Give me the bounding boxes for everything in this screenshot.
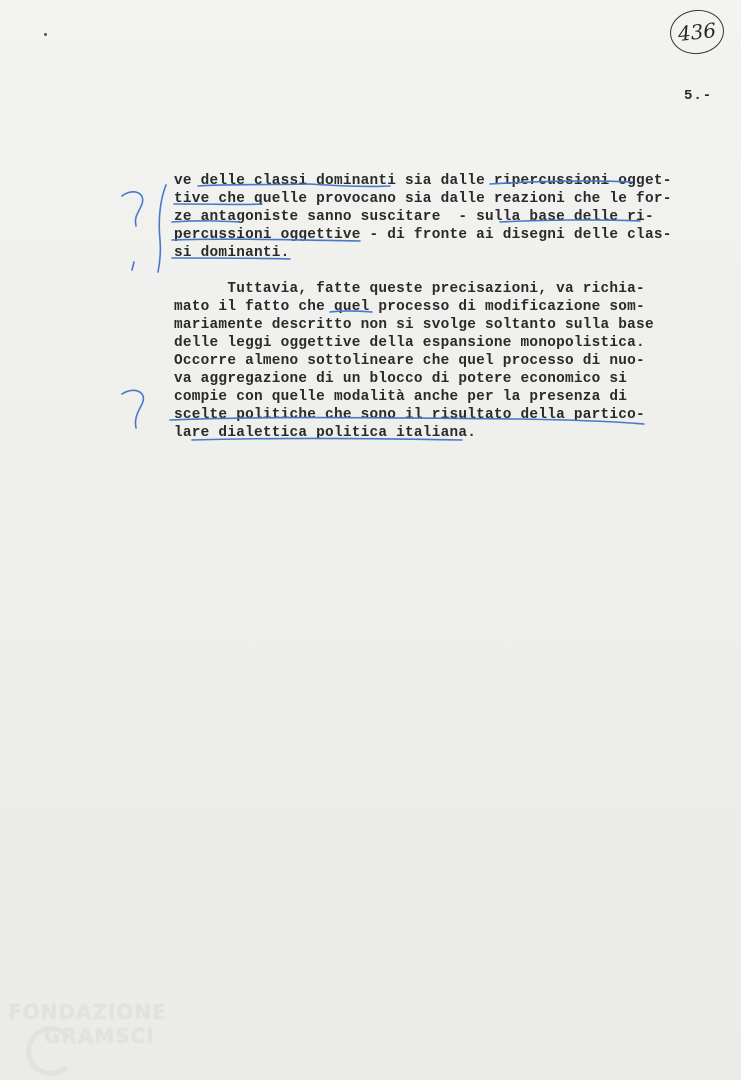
text-line: mariamente descritto non si svolge soltanto sulla base	[174, 317, 654, 333]
margin-tick-mark	[132, 262, 134, 270]
text-line: ve delle classi dominanti sia dalle ripercussioni ogget-	[174, 173, 672, 189]
text-line: Tuttavia, fatte queste precisazioni, va richia-	[174, 281, 645, 297]
text-line: compie con quelle modalità anche per la presenza di	[174, 389, 628, 405]
fondazione-gramsci-watermark	[8, 1000, 188, 1070]
watermark-line: GRAMSCI	[44, 1024, 155, 1048]
text-line: va aggregazione di un blocco di potere economico si	[174, 371, 628, 387]
text-line: scelte politiche che sono il risultato della partico-	[174, 407, 645, 423]
margin-bracket-mark	[158, 185, 166, 272]
watermark-line: FONDAZIONE	[8, 1000, 167, 1024]
text-line: si dominanti.	[174, 245, 290, 261]
margin-question-mark	[122, 390, 143, 428]
paper-speck	[44, 33, 47, 36]
page-number: 5.-	[684, 88, 713, 104]
margin-question-mark	[122, 192, 143, 226]
text-line: Occorre almeno sottolineare che quel processo di nuo-	[174, 353, 645, 369]
text-line: lare dialettica politica italiana.	[174, 425, 477, 441]
text-line: delle leggi oggettive della espansione monopolistica.	[174, 335, 645, 351]
archive-page-stamp: 436	[668, 7, 726, 56]
text-line: mato il fatto che quel processo di modificazione som-	[174, 299, 645, 315]
text-line: ze antagoniste sanno suscitare - sulla base delle ri-	[174, 209, 654, 225]
text-line: percussioni oggettive - di fronte ai disegni delle clas-	[174, 227, 672, 243]
text-line: tive che quelle provocano sia dalle reazioni che le for-	[174, 191, 672, 207]
